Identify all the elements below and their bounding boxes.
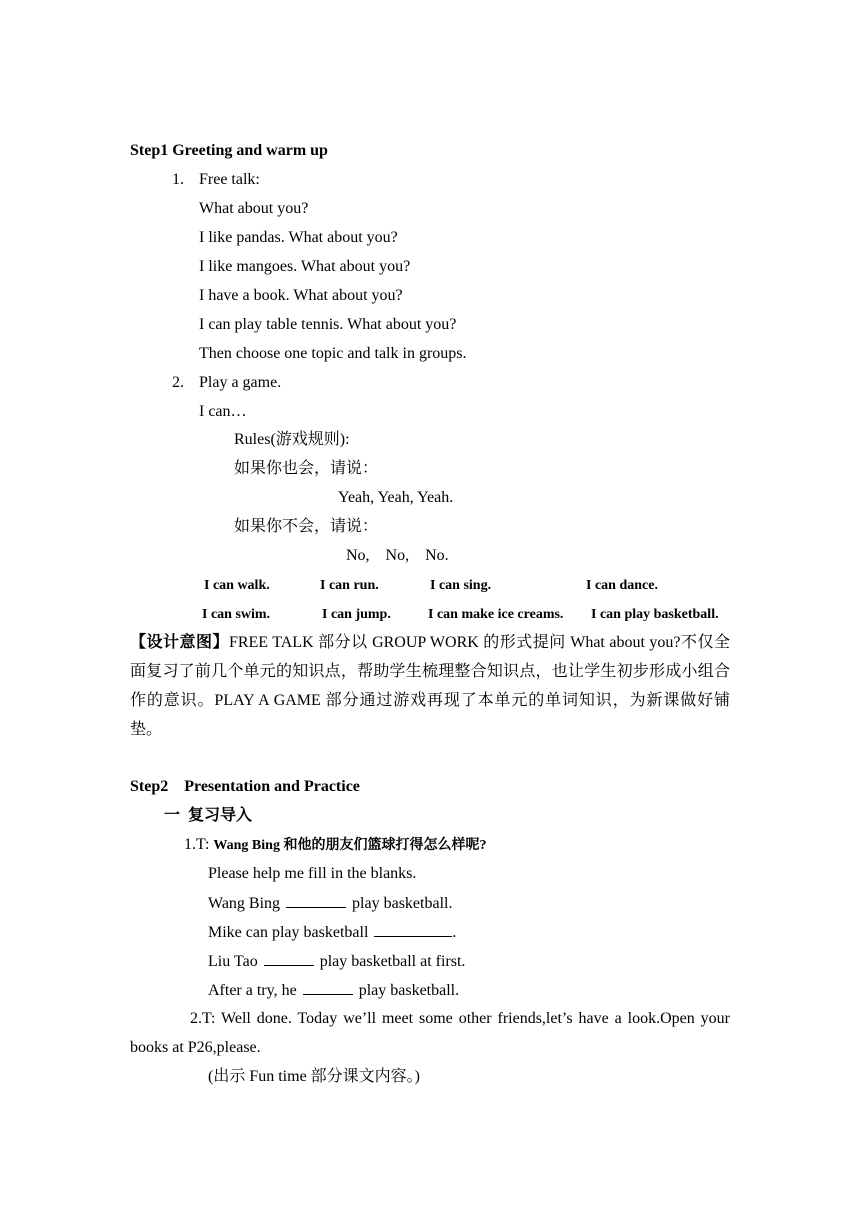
list-number: 1. (172, 171, 184, 188)
design-intent-label: 【设计意图】 (130, 634, 229, 651)
blank-text: play basketball at first. (319, 953, 466, 970)
talk-line: I can play table tennis. What about you? (199, 316, 457, 333)
can-phrase: I can jump. (322, 607, 391, 622)
rule-no-reply: No, No, No. (346, 547, 449, 564)
talk-line: Then choose one topic and talk in groups. (199, 345, 467, 362)
teacher-instruction-2: 2.T: Well done. Today we’ll meet some other friends,let’s have a look.Open your books at P26,please. (130, 1010, 730, 1056)
answer-blank[interactable] (303, 980, 353, 995)
answer-blank[interactable] (264, 951, 314, 966)
rules-label: Rules(游戏规则): (234, 431, 350, 448)
talk-line: I have a book. What about you? (199, 287, 403, 304)
fill-blank-line (208, 980, 459, 1001)
list-number: 2. (172, 374, 184, 391)
can-phrase: I can make ice creams. (428, 607, 564, 622)
fill-intro: Please help me fill in the blanks. (208, 865, 417, 882)
teacher-prefix: 1.T: (184, 836, 214, 853)
rule-yes-reply: Yeah, Yeah, Yeah. (338, 489, 454, 506)
fill-blank-line (208, 893, 452, 914)
fill-blank-line (208, 951, 465, 972)
step1-heading: Step1 Greeting and warm up (130, 142, 328, 159)
blank-text: Mike can play basketball (208, 924, 369, 941)
can-phrase: I can play basketball. (591, 607, 719, 622)
free-talk-title: Free talk: (199, 171, 260, 188)
can-phrase: I can swim. (202, 607, 271, 622)
talk-line: What about you? (199, 200, 309, 217)
step2-heading: Step2 Presentation and Practice (130, 778, 360, 795)
talk-line: I like pandas. What about you? (199, 229, 398, 246)
teacher-question-1 (184, 835, 486, 856)
can-phrase: I can run. (320, 578, 379, 593)
blank-text: . (452, 924, 457, 941)
design-intent-paragraph (130, 628, 730, 744)
rule-yes: 如果你也会，请说： (234, 460, 379, 477)
rule-no: 如果你不会，请说： (234, 518, 379, 535)
blank-text: play basketball. (352, 895, 453, 912)
talk-line: I like mangoes. What about you? (199, 258, 411, 275)
can-phrase: I can walk. (204, 578, 270, 593)
design-intent-text: FREE TALK 部分以 GROUP WORK 的形式提问 What about you?不仅全面复习了前几个单元的知识点，帮助学生梳理整合知识点，也让学生初步形成小组合作的意识。PLAY A GAME 部分通过游戏再现了本单元的单词知识，为新课做好铺垫。 (130, 634, 730, 738)
can-phrase: I can sing. (430, 578, 492, 593)
play-game-title: Play a game. (199, 374, 282, 391)
answer-blank[interactable] (286, 893, 346, 908)
blank-text: play basketball. (358, 982, 460, 999)
blank-text: Wang Bing (208, 895, 281, 912)
teacher-question-text: Wang Bing 和他的朋友们篮球打得怎么样呢? (213, 838, 487, 853)
review-heading: 一 复习导入 (164, 807, 253, 824)
blank-text: After a try, he (208, 982, 297, 999)
answer-blank[interactable] (374, 922, 452, 937)
fun-time-note: (出示 Fun time 部分课文内容。) (208, 1068, 420, 1085)
game-intro: I can… (199, 403, 247, 420)
can-phrase: I can dance. (586, 578, 658, 593)
blank-text: Liu Tao (208, 953, 258, 970)
fill-blank-line (208, 922, 456, 943)
